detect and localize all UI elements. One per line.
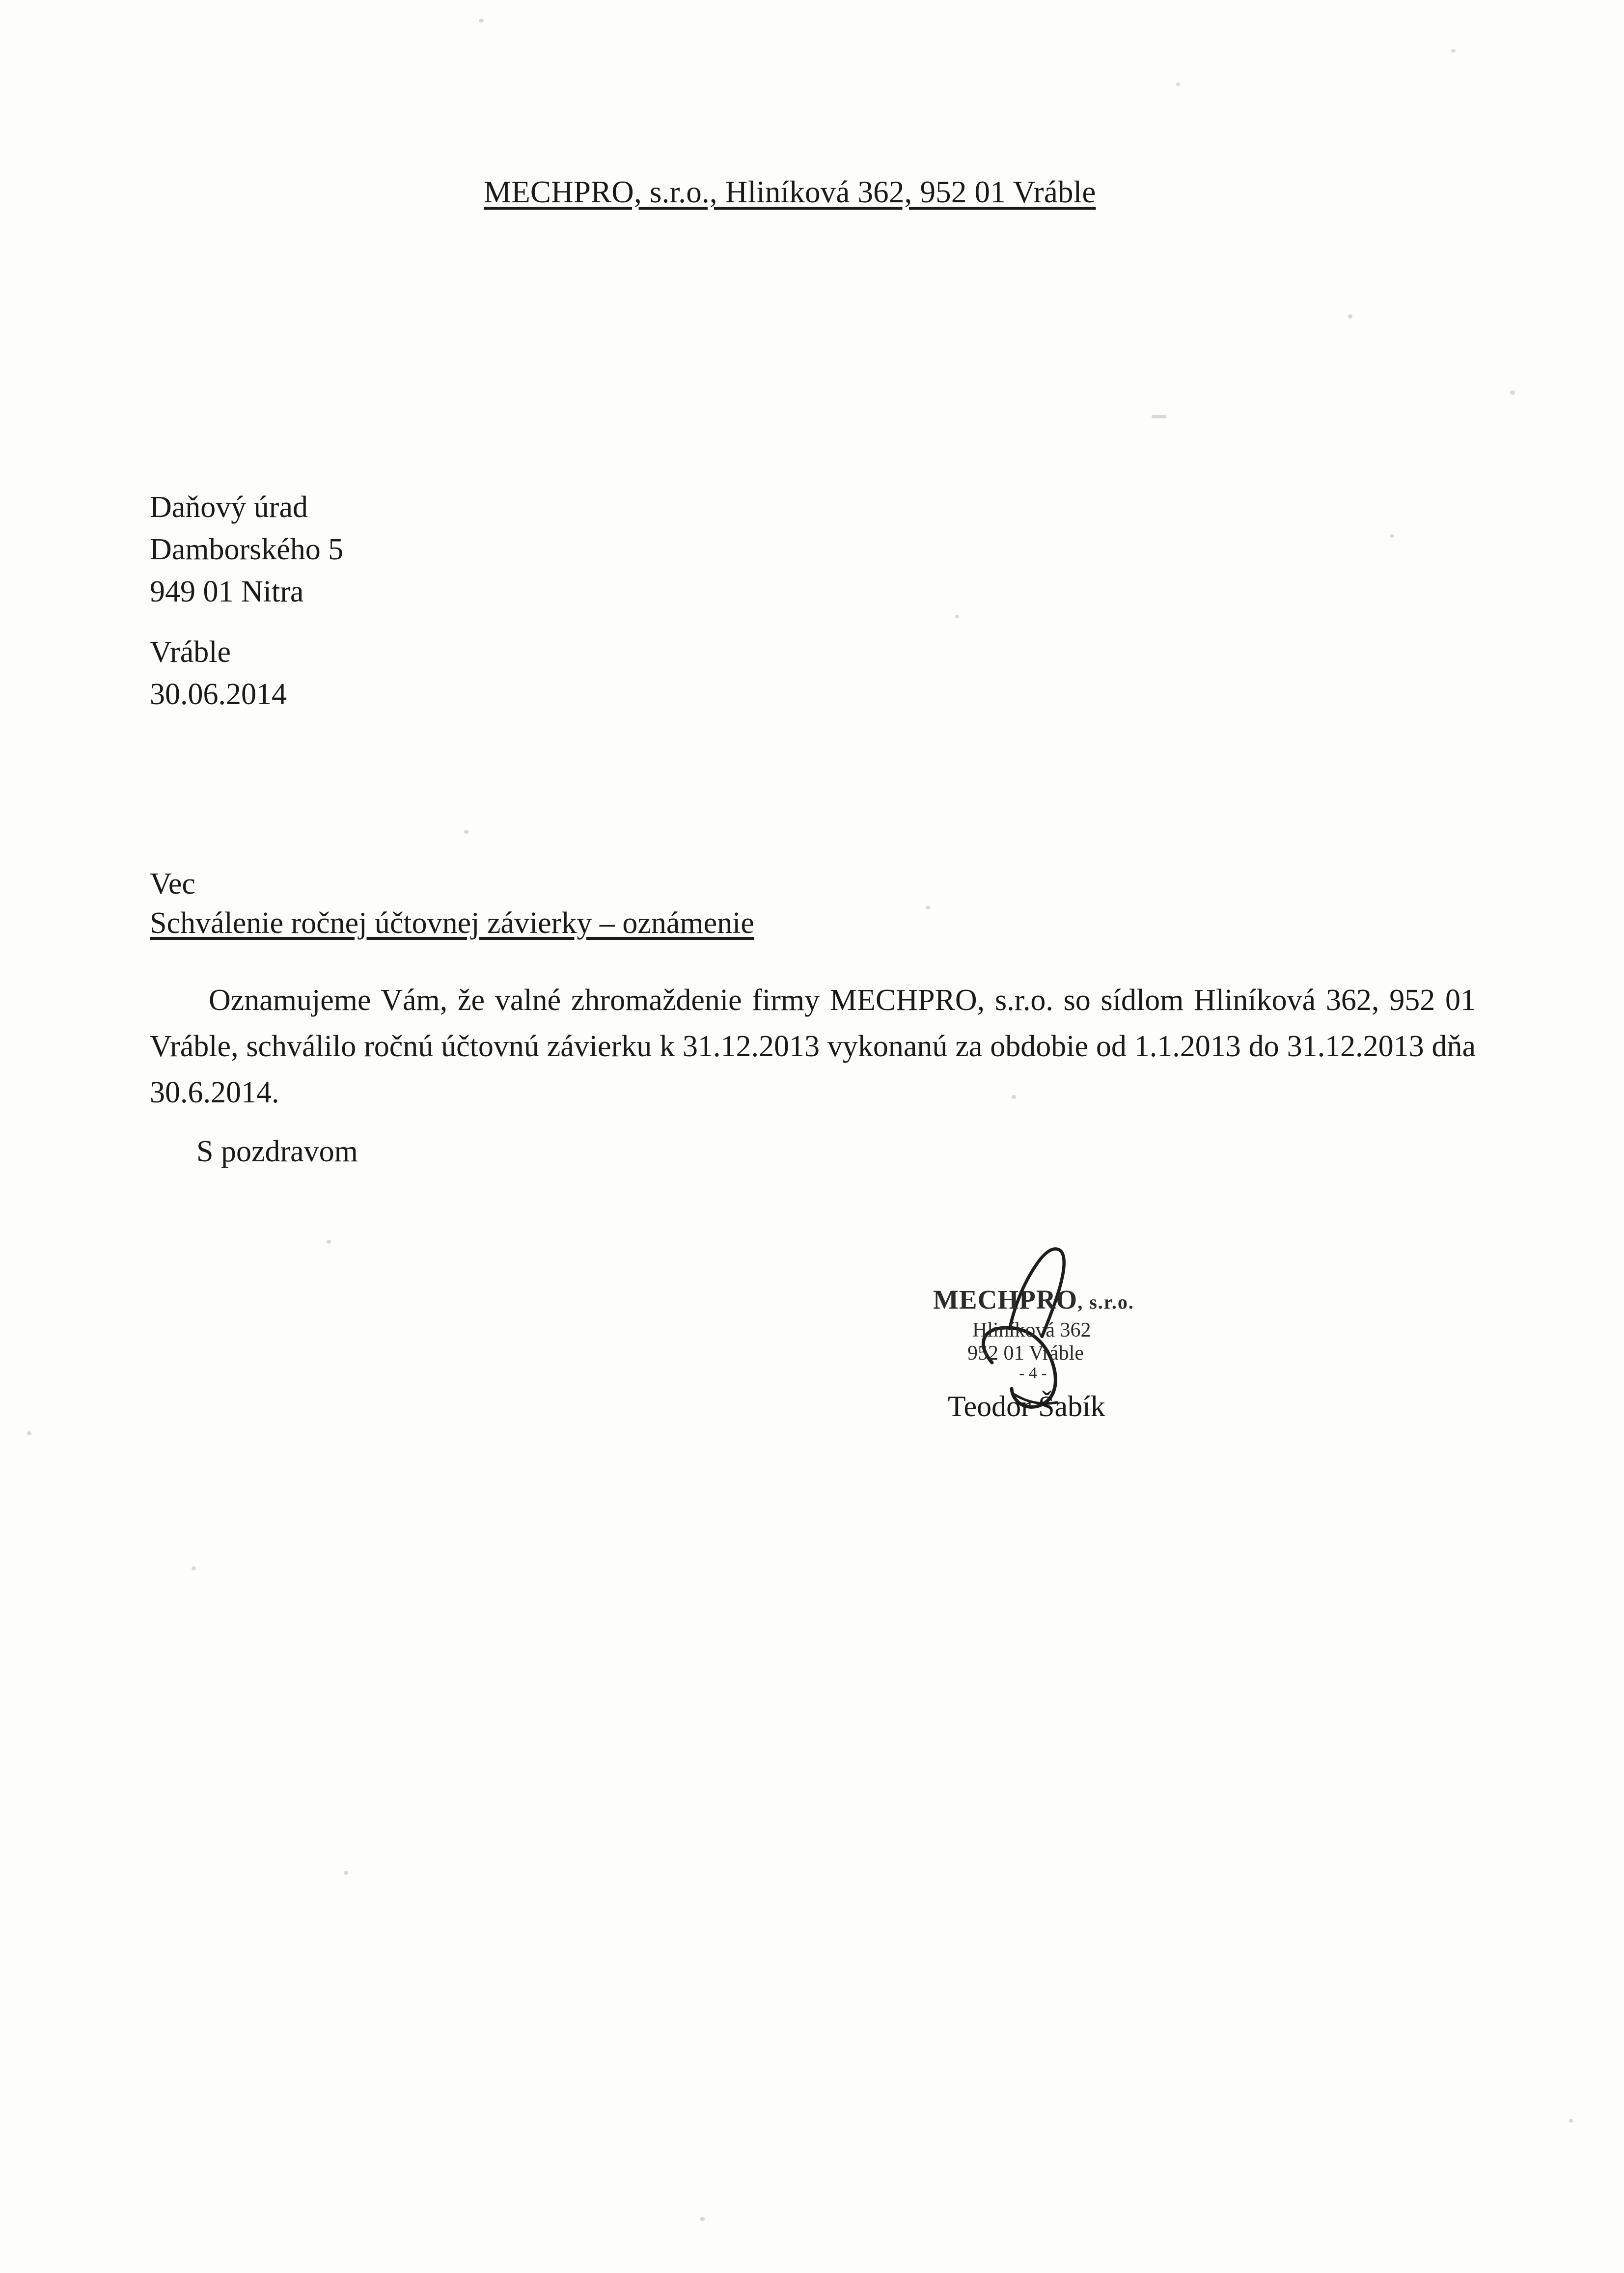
place: Vráble [150,635,231,669]
scan-speck [1451,49,1456,53]
scan-speck [1176,82,1180,86]
stamp-city: 952 01 Vráble [967,1342,1084,1365]
stamp-street: Hliníková 362 [972,1319,1091,1342]
scan-speck [1390,534,1394,538]
body-paragraph: Oznamujeme Vám, že valné zhromaždenie firmy MECHPRO, s.r.o. so sídlom Hliníková 362, 952 01 Vráble, schválilo ročnú účtovnú závierku k 31.12.2013 vykonanú za obdobie od 1.1.2013 do 31.12.2013 dňa 30.6.2014. [150,984,1476,1109]
closing-salutation: S pozdravom [196,1135,358,1168]
subject-label: Vec [150,867,195,901]
scan-speck [464,830,468,834]
scan-speck [1569,2119,1573,2123]
scan-speck [1510,390,1515,395]
letterhead: MECHPRO, s.r.o., Hliníková 362, 952 01 Vráble [484,175,1096,209]
stamp-signature-block [918,1232,1272,1453]
signer-name: Teodor Šabík [948,1390,1105,1423]
scan-speck [344,1871,348,1875]
scan-speck [192,1566,196,1570]
scan-speck [1152,415,1166,418]
scan-speck [700,2217,705,2221]
scan-speck [955,615,959,618]
recipient-address [150,486,343,613]
date: 30.06.2014 [150,678,287,711]
stamp-company: MECHPRO [933,1285,1078,1315]
scan-speck [479,19,484,23]
recipient-line-1: Daňový úrad [150,491,308,524]
scan-speck [27,1431,31,1435]
stamp-company-line: MECHPRO, s.r.o. [933,1285,1134,1315]
recipient-line-3: 949 01 Nitra [150,575,304,608]
subject-text: Schválenie ročnej účtovnej závierky – oznámenie [150,906,754,940]
scan-speck [1348,314,1352,319]
place-date-block [150,631,287,715]
stamp-legal-form: s.r.o. [1089,1291,1134,1313]
recipient-line-2: Damborského 5 [150,533,344,566]
stamp-registration: - 4 - [1019,1364,1047,1382]
scan-speck [327,1240,331,1244]
scan-speck [926,906,930,909]
